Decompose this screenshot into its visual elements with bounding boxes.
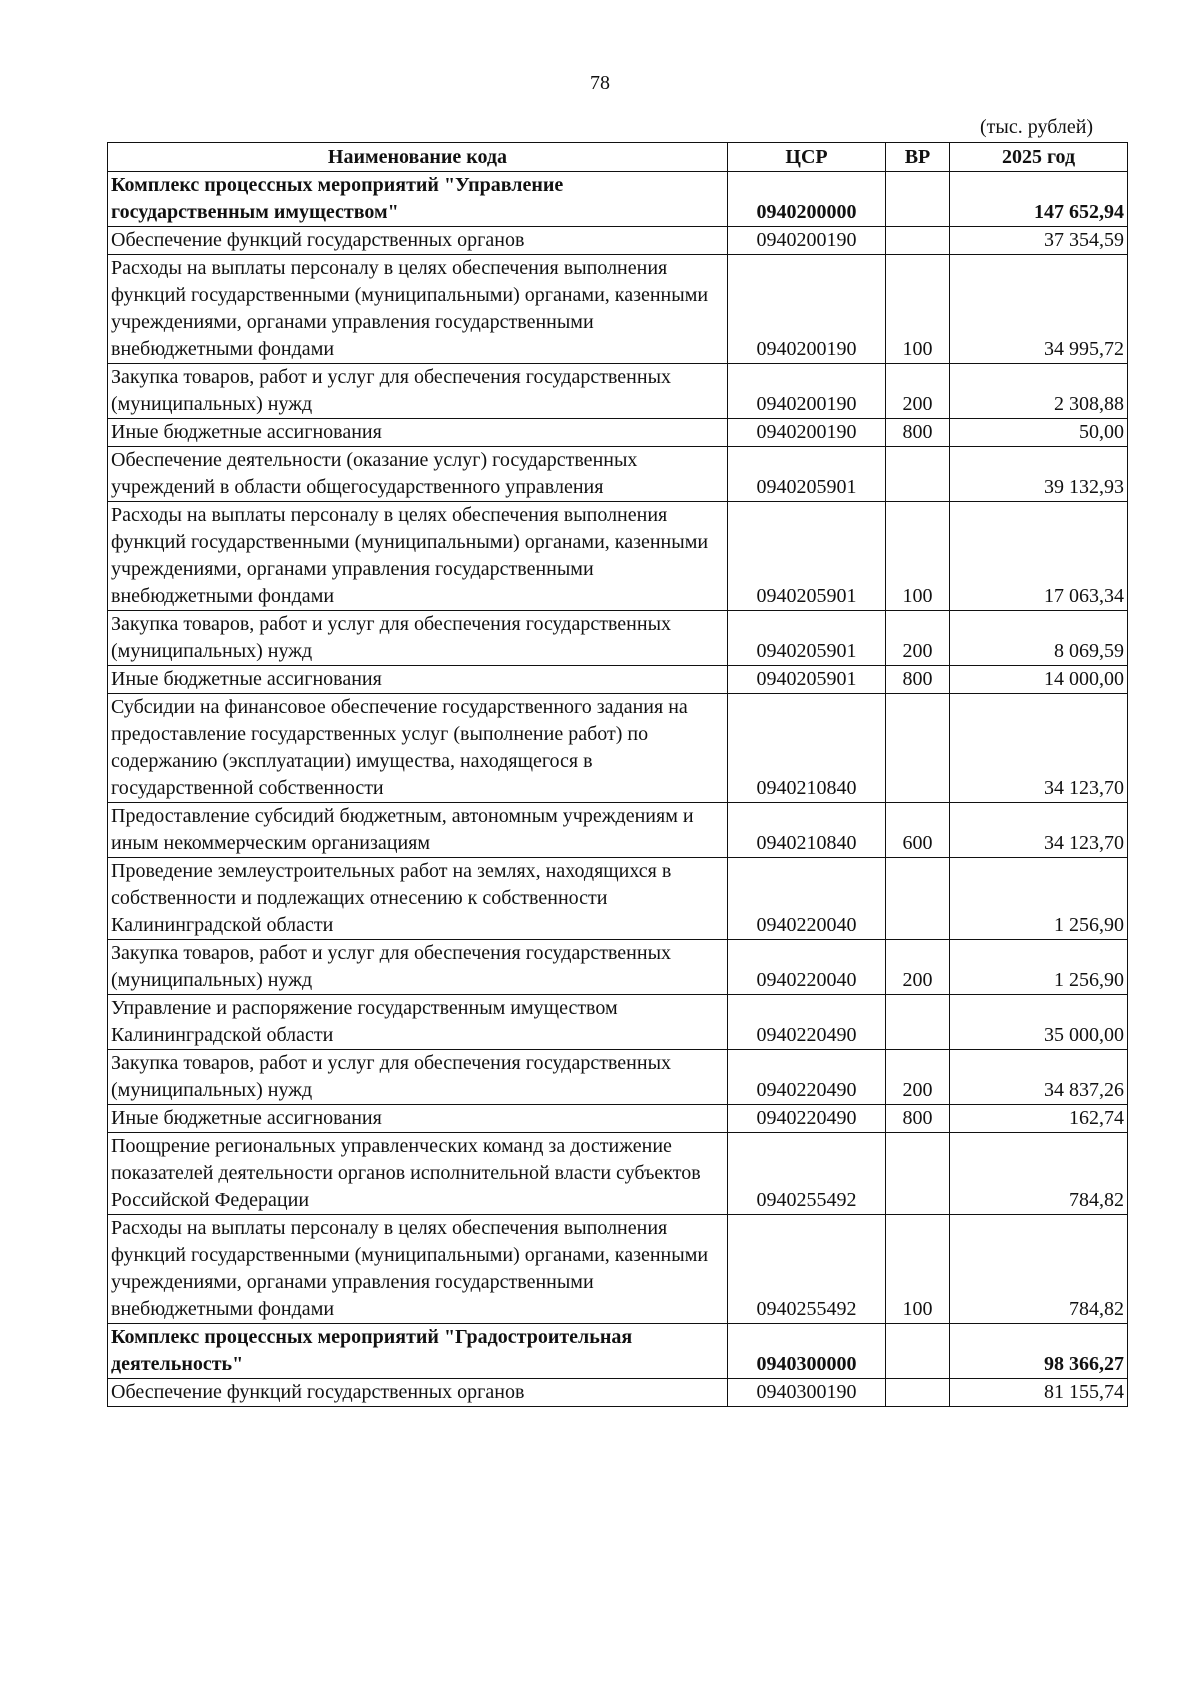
row-name: Поощрение региональных управленческих команд за достижение показателей деятельности органов исполнительной власти субъектов Российской Федерации [108,1133,728,1215]
row-amount: 1 256,90 [950,940,1128,995]
row-amount: 34 837,26 [950,1050,1128,1105]
row-csr: 0940220040 [728,858,886,940]
row-name: Иные бюджетные ассигнования [108,419,728,447]
table-row [108,419,1128,447]
row-amount: 784,82 [950,1133,1128,1215]
table-row [108,1324,1128,1379]
row-amount: 147 652,94 [950,172,1128,227]
row-vr: 200 [886,611,950,666]
row-name: Иные бюджетные ассигнования [108,666,728,694]
row-name: Закупка товаров, работ и услуг для обеспечения государственных (муниципальных) нужд [108,611,728,666]
row-amount: 34 123,70 [950,694,1128,803]
table-row [108,1379,1128,1407]
row-amount: 98 366,27 [950,1324,1128,1379]
row-amount: 34 995,72 [950,255,1128,364]
table-row [108,1133,1128,1215]
row-vr [886,1133,950,1215]
row-vr [886,1324,950,1379]
row-csr: 0940255492 [728,1133,886,1215]
row-amount: 8 069,59 [950,611,1128,666]
row-csr: 0940220490 [728,1105,886,1133]
row-name: Закупка товаров, работ и услуг для обеспечения государственных (муниципальных) нужд [108,940,728,995]
header-vr: ВР [886,143,950,172]
table-row [108,611,1128,666]
row-name: Закупка товаров, работ и услуг для обеспечения государственных (муниципальных) нужд [108,364,728,419]
row-vr: 200 [886,940,950,995]
row-name: Расходы на выплаты персоналу в целях обеспечения выполнения функций государственными (муниципальными) органами, казенными учреждениями, органами управления государственными внебюджетными фондами [108,255,728,364]
row-vr: 800 [886,1105,950,1133]
table-row [108,255,1128,364]
row-amount: 17 063,34 [950,502,1128,611]
row-vr: 100 [886,1215,950,1324]
table-row [108,666,1128,694]
header-csr: ЦСР [728,143,886,172]
row-vr: 100 [886,502,950,611]
row-csr: 0940205901 [728,447,886,502]
table-row [108,502,1128,611]
row-csr: 0940205901 [728,666,886,694]
row-name: Обеспечение функций государственных органов [108,1379,728,1407]
table-row [108,447,1128,502]
row-amount: 784,82 [950,1215,1128,1324]
row-vr: 600 [886,803,950,858]
row-amount: 34 123,70 [950,803,1128,858]
units-label: (тыс. рублей) [980,116,1094,138]
row-csr: 0940200000 [728,172,886,227]
row-amount: 162,74 [950,1105,1128,1133]
row-vr: 800 [886,666,950,694]
table-row [108,1050,1128,1105]
row-name: Иные бюджетные ассигнования [108,1105,728,1133]
budget-table [107,142,1128,1407]
row-vr [886,1379,950,1407]
page-number: 78 [590,72,610,94]
table-row [108,172,1128,227]
table-row [108,364,1128,419]
row-name: Комплекс процессных мероприятий "Градостроительная деятельность" [108,1324,728,1379]
row-vr: 100 [886,255,950,364]
table-row [108,694,1128,803]
row-csr: 0940200190 [728,364,886,419]
row-csr: 0940205901 [728,502,886,611]
header-amount: 2025 год [950,143,1128,172]
table-body [108,172,1128,1407]
row-amount: 2 308,88 [950,364,1128,419]
row-name: Управление и распоряжение государственным имуществом Калининградской области [108,995,728,1050]
row-csr: 0940200190 [728,419,886,447]
row-name: Расходы на выплаты персоналу в целях обеспечения выполнения функций государственными (муниципальными) органами, казенными учреждениями, органами управления государственными внебюджетными фондами [108,502,728,611]
row-vr: 800 [886,419,950,447]
row-vr [886,447,950,502]
row-csr: 0940220040 [728,940,886,995]
table-row [108,227,1128,255]
row-name: Предоставление субсидий бюджетным, автономным учреждениям и иным некоммерческим организациям [108,803,728,858]
table-row [108,1105,1128,1133]
row-amount: 81 155,74 [950,1379,1128,1407]
row-csr: 0940205901 [728,611,886,666]
row-vr [886,172,950,227]
row-vr [886,858,950,940]
row-amount: 39 132,93 [950,447,1128,502]
row-csr: 0940220490 [728,995,886,1050]
row-csr: 0940300000 [728,1324,886,1379]
row-vr [886,995,950,1050]
table-row [108,940,1128,995]
row-vr [886,227,950,255]
row-csr: 0940220490 [728,1050,886,1105]
table-row [108,803,1128,858]
row-vr: 200 [886,364,950,419]
row-name: Закупка товаров, работ и услуг для обеспечения государственных (муниципальных) нужд [108,1050,728,1105]
row-name: Обеспечение деятельности (оказание услуг) государственных учреждений в области общегосударственного управления [108,447,728,502]
row-name: Расходы на выплаты персоналу в целях обеспечения выполнения функций государственными (муниципальными) органами, казенными учреждениями, органами управления государственными внебюджетными фондами [108,1215,728,1324]
row-vr: 200 [886,1050,950,1105]
row-csr: 0940210840 [728,803,886,858]
row-csr: 0940255492 [728,1215,886,1324]
row-amount: 1 256,90 [950,858,1128,940]
row-csr: 0940200190 [728,255,886,364]
row-name: Субсидии на финансовое обеспечение государственного задания на предоставление государственных услуг (выполнение работ) по содержанию (эксплуатации) имущества, находящегося в государственной собственности [108,694,728,803]
row-amount: 14 000,00 [950,666,1128,694]
row-amount: 35 000,00 [950,995,1128,1050]
row-name: Проведение землеустроительных работ на землях, находящихся в собственности и подлежащих отнесению к собственности Калининградской области [108,858,728,940]
row-amount: 50,00 [950,419,1128,447]
header-name: Наименование кода [108,143,728,172]
row-amount: 37 354,59 [950,227,1128,255]
row-csr: 0940200190 [728,227,886,255]
table-row [108,995,1128,1050]
table-row [108,858,1128,940]
row-csr: 0940210840 [728,694,886,803]
row-name: Обеспечение функций государственных органов [108,227,728,255]
row-csr: 0940300190 [728,1379,886,1407]
row-name: Комплекс процессных мероприятий "Управление государственным имуществом" [108,172,728,227]
table-row [108,1215,1128,1324]
row-vr [886,694,950,803]
table-header-row [108,143,1128,172]
